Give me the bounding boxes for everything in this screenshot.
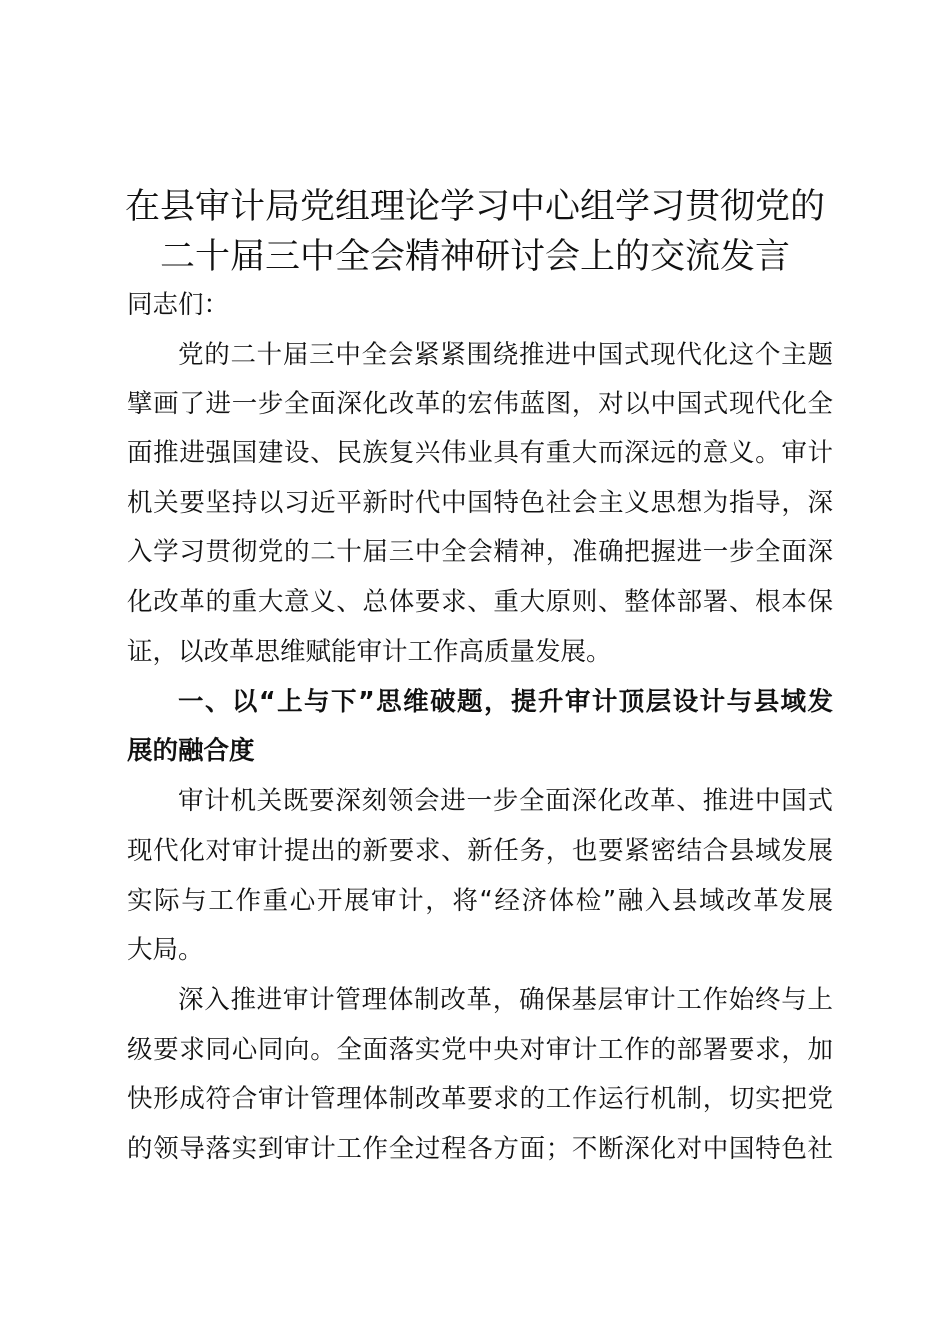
body-line: 证，以改革思维赋能审计工作高质量发展。 [127, 637, 612, 667]
body-line: 实际与工作重心开展审计，将“经济体检”融入县域改革发展 [127, 886, 833, 916]
body-line: 化改革的重大意义、总体要求、重大原则、整体部署、根本保 [127, 587, 833, 617]
document-title-line-2: 二十届三中全会精神研讨会上的交流发言 [159, 237, 790, 277]
section-heading-line: 一、以“上与下”思维破题，提升审计顶层设计与县域发 [178, 687, 833, 717]
body-line: 级要求同心同向。全面落实党中央对审计工作的部署要求，加 [127, 1035, 833, 1065]
body-line: 机关要坚持以习近平新时代中国特色社会主义思想为指导，深 [127, 488, 833, 518]
body-line: 党的二十届三中全会紧紧围绕推进中国式现代化这个主题 [178, 340, 833, 370]
salutation: 同志们： [127, 290, 230, 320]
document-title-line-1: 在县审计局党组理论学习中心组学习贯彻党的 [124, 187, 825, 227]
body-line: 现代化对审计提出的新要求、新任务，也要紧密结合县域发展 [127, 836, 833, 866]
body-line: 的领导落实到审计工作全过程各方面；不断深化对中国特色社 [127, 1134, 833, 1164]
body-line: 擘画了进一步全面深化改革的宏伟蓝图，对以中国式现代化全 [127, 389, 833, 419]
body-line: 快形成符合审计管理体制改革要求的工作运行机制，切实把党 [127, 1084, 833, 1114]
body-line: 入学习贯彻党的二十届三中全会精神，准确把握进一步全面深 [127, 537, 833, 567]
section-heading-line: 展的融合度 [127, 736, 255, 766]
body-line: 面推进强国建设、民族复兴伟业具有重大而深远的意义。审计 [127, 438, 833, 468]
body-line: 大局。 [127, 935, 204, 965]
body-line: 深入推进审计管理体制改革，确保基层审计工作始终与上 [178, 985, 833, 1015]
body-line: 审计机关既要深刻领会进一步全面深化改革、推进中国式 [178, 786, 833, 816]
